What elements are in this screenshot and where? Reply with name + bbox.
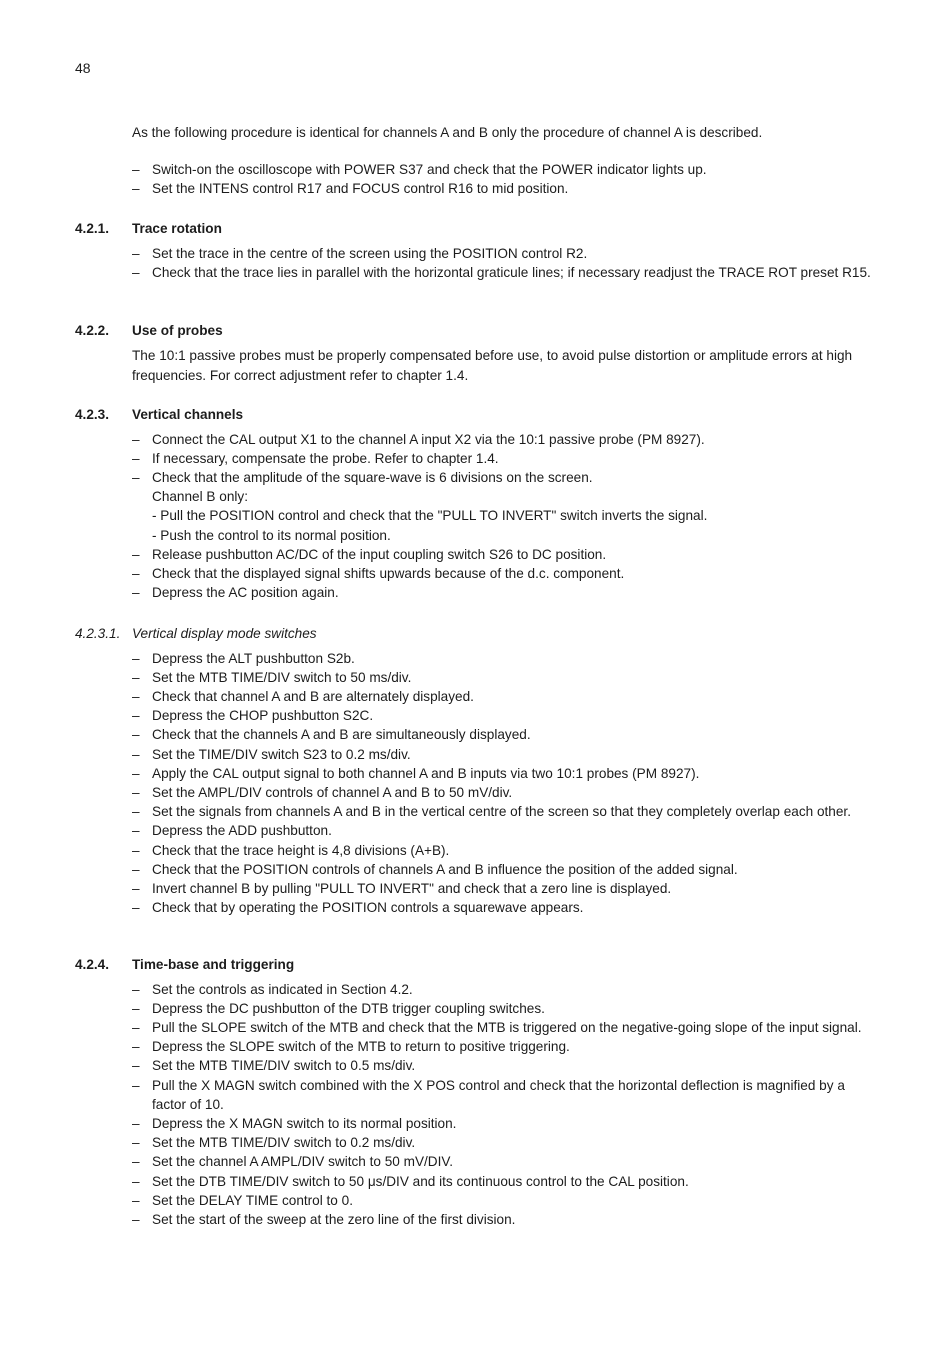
- list-item: – Check that by operating the POSITION controls a squarewave appears.: [132, 898, 875, 917]
- list-item: – Check that the POSITION controls of channels A and B influence the position of the added signal.: [132, 860, 875, 879]
- section-title: Trace rotation: [132, 221, 222, 236]
- list-item: – Release pushbutton AC/DC of the input coupling switch S26 to DC position.: [132, 545, 875, 564]
- section-number: 4.2.3.1.: [75, 626, 121, 641]
- list-item: – Set the DTB TIME/DIV switch to 50 μs/DIV and its continuous control to the CAL position.: [132, 1172, 875, 1191]
- list-item: – Depress the SLOPE switch of the MTB to return to positive triggering.: [132, 1037, 875, 1056]
- list-item: – Depress the AC position again.: [132, 583, 875, 602]
- list-item: – Depress the ALT pushbutton S2b.: [132, 649, 875, 668]
- section-number: 4.2.2.: [75, 323, 110, 338]
- bullet-list: [132, 649, 875, 918]
- section-title: Vertical display mode switches: [132, 626, 317, 641]
- bullet-list: [132, 430, 875, 603]
- section-paragraph: The 10:1 passive probes must be properly compensated before use, to avoid pulse distortion or amplitude errors at high frequencies. For correct adjustment refer to chapter 1.4.: [132, 347, 853, 383]
- intro-paragraph: As the following procedure is identical for channels A and B only the procedure of channel A is described.: [132, 125, 763, 140]
- section-heading: [75, 955, 875, 975]
- list-item: – Set the AMPL/DIV controls of channel A and B to 50 mV/div.: [132, 783, 875, 802]
- list-item: – Set the DELAY TIME control to 0.: [132, 1191, 875, 1210]
- list-item: – Set the signals from channels A and B in the vertical centre of the screen so that they completely overlap each other.: [132, 802, 875, 821]
- list-item: – Switch-on the oscilloscope with POWER S37 and check that the POWER indicator lights up.: [132, 160, 872, 179]
- list-item: – Check that the amplitude of the square-wave is 6 divisions on the screen.: [132, 468, 875, 487]
- section-number: 4.2.4.: [75, 957, 110, 972]
- section-4-2-1: [75, 219, 875, 282]
- section-heading: [75, 405, 875, 425]
- list-item: – Invert channel B by pulling "PULL TO INVERT" and check that a zero line is displayed.: [132, 879, 875, 898]
- section-4-2-3-1: [75, 624, 875, 917]
- section-title: Vertical channels: [132, 407, 244, 422]
- page-number: 48: [75, 60, 91, 76]
- list-subitem: - Push the control to its normal position.: [152, 527, 391, 543]
- list-item: – Set the MTB TIME/DIV switch to 0.2 ms/div.: [132, 1133, 875, 1152]
- list-item: – Check that the trace lies in parallel with the horizontal graticule lines; if necessary readjust the TRACE ROT preset R15.: [132, 263, 875, 282]
- list-item: – Depress the X MAGN switch to its normal position.: [132, 1114, 875, 1133]
- list-item: – Check that the displayed signal shifts upwards because of the d.c. component.: [132, 564, 875, 583]
- section-4-2-4: [75, 955, 875, 1229]
- section-4-2-3: [75, 405, 875, 602]
- list-item: – Set the trace in the centre of the screen using the POSITION control R2.: [132, 244, 875, 263]
- section-number: 4.2.1.: [75, 221, 110, 236]
- list-item: – Depress the DC pushbutton of the DTB trigger coupling switches.: [132, 999, 875, 1018]
- list-item: – Set the TIME/DIV switch S23 to 0.2 ms/div.: [132, 745, 875, 764]
- section-number: 4.2.3.: [75, 407, 110, 422]
- list-item: – Check that channel A and B are alternately displayed.: [132, 687, 875, 706]
- section-heading: [75, 321, 875, 341]
- list-item: – Check that the trace height is 4,8 divisions (A+B).: [132, 841, 875, 860]
- section-4-2-2: [75, 321, 875, 387]
- list-item: – Connect the CAL output X1 to the channel A input X2 via the 10:1 passive probe (PM 8927).: [132, 430, 875, 449]
- list-item: – Set the INTENS control R17 and FOCUS control R16 to mid position.: [132, 179, 872, 198]
- list-item: – If necessary, compensate the probe. Refer to chapter 1.4.: [132, 449, 875, 468]
- list-item: – Set the start of the sweep at the zero line of the first division.: [132, 1210, 875, 1229]
- bullet-list: [132, 980, 875, 1230]
- list-subitem: Channel B only:: [152, 489, 248, 505]
- list-subitem: - Pull the POSITION control and check that the "PULL TO INVERT" switch inverts the signal.: [152, 508, 708, 524]
- list-item: – Apply the CAL output signal to both channel A and B inputs via two 10:1 probes (PM 8927).: [132, 764, 875, 783]
- section-title: Time-base and triggering: [132, 957, 295, 972]
- list-item: – Pull the X MAGN switch combined with the X POS control and check that the horizontal deflection is magnified by a factor of 10.: [132, 1076, 875, 1114]
- list-item: – Depress the ADD pushbutton.: [132, 821, 875, 840]
- list-item: – Set the controls as indicated in Section 4.2.: [132, 980, 875, 999]
- bullet-list: [132, 244, 875, 282]
- section-heading: [75, 219, 875, 239]
- top-bullet-list: [132, 160, 872, 198]
- list-item: – Set the MTB TIME/DIV switch to 50 ms/div.: [132, 668, 875, 687]
- list-item: – Check that the channels A and B are simultaneously displayed.: [132, 725, 875, 744]
- list-item: – Set the MTB TIME/DIV switch to 0.5 ms/div.: [132, 1056, 875, 1075]
- list-item: – Set the channel A AMPL/DIV switch to 50 mV/DIV.: [132, 1152, 875, 1171]
- section-heading: [75, 624, 875, 644]
- list-item: – Depress the CHOP pushbutton S2C.: [132, 706, 875, 725]
- list-item: – Pull the SLOPE switch of the MTB and check that the MTB is triggered on the negative-going slope of the input signal.: [132, 1018, 875, 1037]
- section-title: Use of probes: [132, 323, 223, 338]
